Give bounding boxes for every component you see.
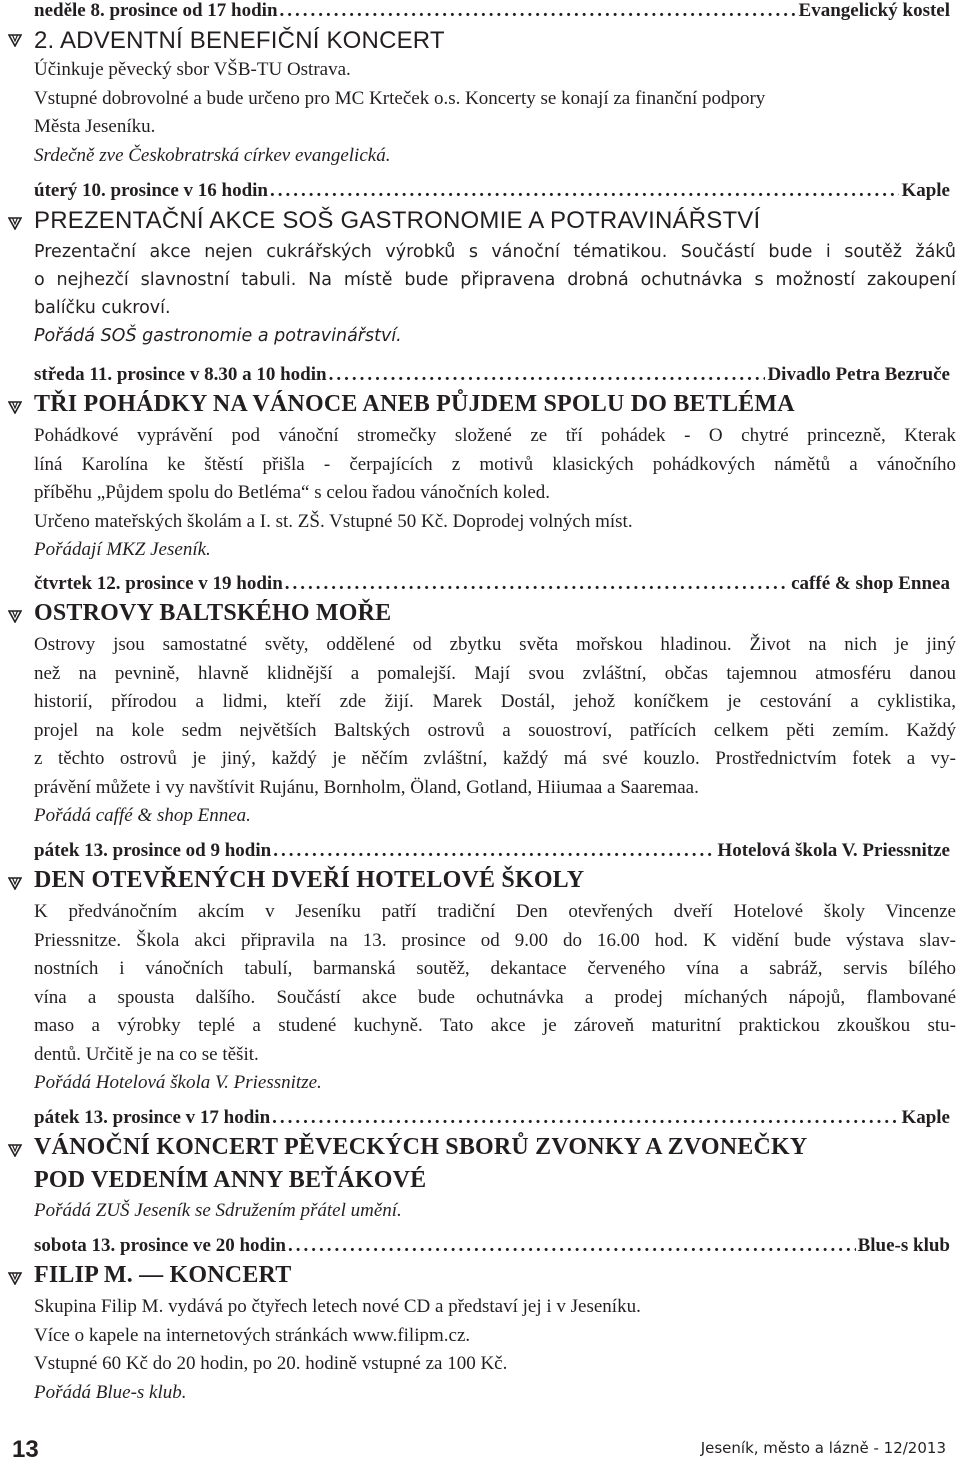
leader-dots [288, 1235, 856, 1257]
event-description [34, 898, 956, 1098]
event-text-line: balíčku cukroví. [34, 298, 171, 318]
event-text-line: právění můžete i vy navštívit Rujánu, Bornholm, Öland, Gotland, Hiiumaa a Saaremaa. [34, 776, 699, 798]
event-date: sobota 13. prosince ve 20 hodin [34, 1235, 286, 1256]
event-date: neděle 8. prosince od 17 hodin [34, 0, 278, 21]
event-text-line: maso a výrobky teplé a studené kuchyně. Tato akce je zároveň maturitní praktickou zkouškou stu- [34, 1015, 956, 1036]
event-text-line: příběhu „Půjdem spolu do Betléma“ s celou řadou vánočních koled. [34, 482, 551, 503]
bullet-marker-icon [8, 876, 22, 890]
event-text-line: Pohádkové vyprávění pod vánoční stromečky složené ze tří pohádek - O chytré princezně, Kterak [34, 425, 956, 446]
event-title: PREZENTAČNÍ AKCE SOŠ GASTRONOMIE A POTRAVINÁŘSTVÍ [34, 207, 761, 234]
event-text-line: dentů. Určitě je na co se těšit. [34, 1043, 259, 1065]
event-date-line [34, 364, 950, 390]
event-date-line [34, 573, 950, 599]
event-date: čtvrtek 12. prosince v 19 hodin [34, 573, 283, 594]
event-date-line [34, 1235, 950, 1261]
event-organizer: Pořádá caffé & shop Ennea. [34, 805, 251, 826]
event-title: DEN OTEVŘENÝCH DVEŘÍ HOTELOVÉ ŠKOLY [34, 867, 585, 893]
event-text-line: Priessnitze. Škola akci připravila na 13. prosince od 9.00 do 16.00 hod. K vidění bude výstava slav- [34, 929, 956, 951]
page-number: 13 [12, 1436, 39, 1463]
event-text-line: Skupina Filip M. vydává po čtyřech letech nové CD a představí jej i v Jeseníku. [34, 1296, 641, 1317]
event-text-line: Ostrovy jsou samostatné světy, oddělené od zbytku světa mořskou hladinou. Život na nich je jiný [34, 634, 956, 655]
bullet-marker-icon [8, 400, 22, 414]
event-text-line: Prezentační akce nejen cukrářských výrobků s vánoční tématikou. Součástí bude i soutěž žáků [34, 242, 956, 262]
event-title: TŘI POHÁDKY NA VÁNOCE ANEB PŮJDEM SPOLU DO BETLÉMA [34, 391, 795, 417]
event-text-line: líná Karolína ke štěstí přišla - čerpajících z motivů klasických pohádkových námětů a vánočního [34, 453, 956, 475]
leader-dots [272, 1107, 899, 1129]
event-description [34, 1293, 956, 1407]
event-description [34, 1197, 956, 1226]
event-text-line: Účinkuje pěvecký sbor VŠB-TU Ostrava. [34, 59, 351, 80]
event-title: VÁNOČNÍ KONCERT PĚVECKÝCH SBORŮ ZVONKY A ZVONEČKY [34, 1134, 808, 1160]
event-title: 2. ADVENTNÍ BENEFIČNÍ KONCERT [34, 27, 445, 54]
event-title-line-2: POD VEDENÍM ANNY BEŤÁKOVÉ [34, 1167, 427, 1193]
publication-name: Jeseník, město a lázně - 12/2013 [700, 1439, 946, 1457]
event-organizer: Pořádá ZUŠ Jeseník se Sdružením přátel umění. [34, 1200, 402, 1221]
leader-dots [270, 180, 899, 202]
event-date: pátek 13. prosince v 17 hodin [34, 1107, 271, 1128]
event-date: středa 11. prosince v 8.30 a 10 hodin [34, 364, 327, 385]
event-text-line: Určeno mateřských školám a I. st. ZŠ. Vstupné 50 Kč. Doprodej volných míst. [34, 510, 633, 532]
event-date: pátek 13. prosince od 9 hodin [34, 840, 272, 861]
leader-dots [285, 573, 789, 595]
event-title: OSTROVY BALTSKÉHO MOŘE [34, 600, 392, 626]
event-text-line: nostních i vánočních tabulí, barmanská soutěž, dekantace červeného vína a sabráž, servis bílého [34, 958, 956, 979]
event-organizer: Pořádá Blue-s klub. [34, 1381, 187, 1403]
event-venue: caffé & shop Ennea [791, 573, 950, 594]
event-description [34, 422, 956, 565]
event-description [34, 56, 956, 170]
event-title: FILIP M. — KONCERT [34, 1262, 292, 1288]
event-organizer: Pořádá SOŠ gastronomie a potravinářství. [34, 326, 402, 346]
event-text-line: historií, přírodou a lidmi, kteří zde žijí. Marek Dostál, jehož koníčkem je cestování a cyklistika, [34, 691, 956, 712]
leader-dots [273, 840, 715, 862]
event-date: úterý 10. prosince v 16 hodin [34, 180, 269, 201]
event-venue: Kaple [901, 1107, 950, 1128]
event-date-line [34, 1107, 950, 1133]
event-organizer: Pořádají MKZ Jeseník. [34, 539, 211, 560]
bullet-marker-icon [8, 33, 22, 47]
event-description [34, 238, 956, 350]
event-date-line [34, 180, 950, 206]
event-text-line: Vstupné dobrovolné a bude určeno pro MC Krteček o.s. Koncerty se konají za finanční podpory [34, 87, 766, 109]
event-text-line: vína a spousta dalšího. Součástí akce bude ochutnávka a prodej míchaných nápojů, flambované [34, 986, 956, 1008]
leader-dots [280, 0, 797, 22]
event-text-line: z těchto ostrovů je jiný, každý je něčím zvláštní, každý má své kouzlo. Prostřednictvím fotek a vy- [34, 748, 956, 769]
event-venue: Kaple [901, 180, 950, 201]
bullet-marker-icon [8, 216, 22, 230]
event-text-line: než na pevnině, hlavně klidnější a pomalejší. Mají svou zvláštní, občas tajemnou atmosféru danou [34, 662, 956, 684]
event-text-line: Více o kapele na internetových stránkách www.filipm.cz. [34, 1324, 471, 1346]
event-venue: Hotelová škola V. Priessnitze [717, 840, 950, 861]
bullet-marker-icon [8, 1143, 22, 1157]
bullet-marker-icon [8, 609, 22, 623]
event-date-line [34, 0, 950, 26]
event-venue: Evangelický kostel [798, 0, 950, 21]
event-text-line: K předvánočním akcím v Jeseníku patří tradiční Den otevřených dveří Hotelové školy Vincenze [34, 901, 956, 922]
event-text-line: Vstupné 60 Kč do 20 hodin, po 20. hodině vstupné za 100 Kč. [34, 1353, 508, 1374]
event-text-line: Města Jeseníku. [34, 116, 156, 137]
leader-dots [329, 364, 766, 386]
bullet-marker-icon [8, 1271, 22, 1285]
event-text-line: o nejhezčí slavnostní tabuli. Na místě bude připravena drobná ochutnávka s možností zakoupení [34, 270, 956, 290]
event-venue: Divadlo Petra Bezruče [767, 364, 950, 385]
event-organizer: Pořádá Hotelová škola V. Priessnitze. [34, 1072, 322, 1093]
event-text-line: projel na kole sedm největších Baltských ostrovů a souostroví, patřících celkem pěti zemím. Každý [34, 719, 956, 741]
event-description [34, 631, 956, 831]
event-venue: Blue-s klub [857, 1235, 950, 1256]
event-organizer: Srdečně zve Českobratrská církev evangelická. [34, 144, 391, 166]
event-date-line [34, 840, 950, 866]
